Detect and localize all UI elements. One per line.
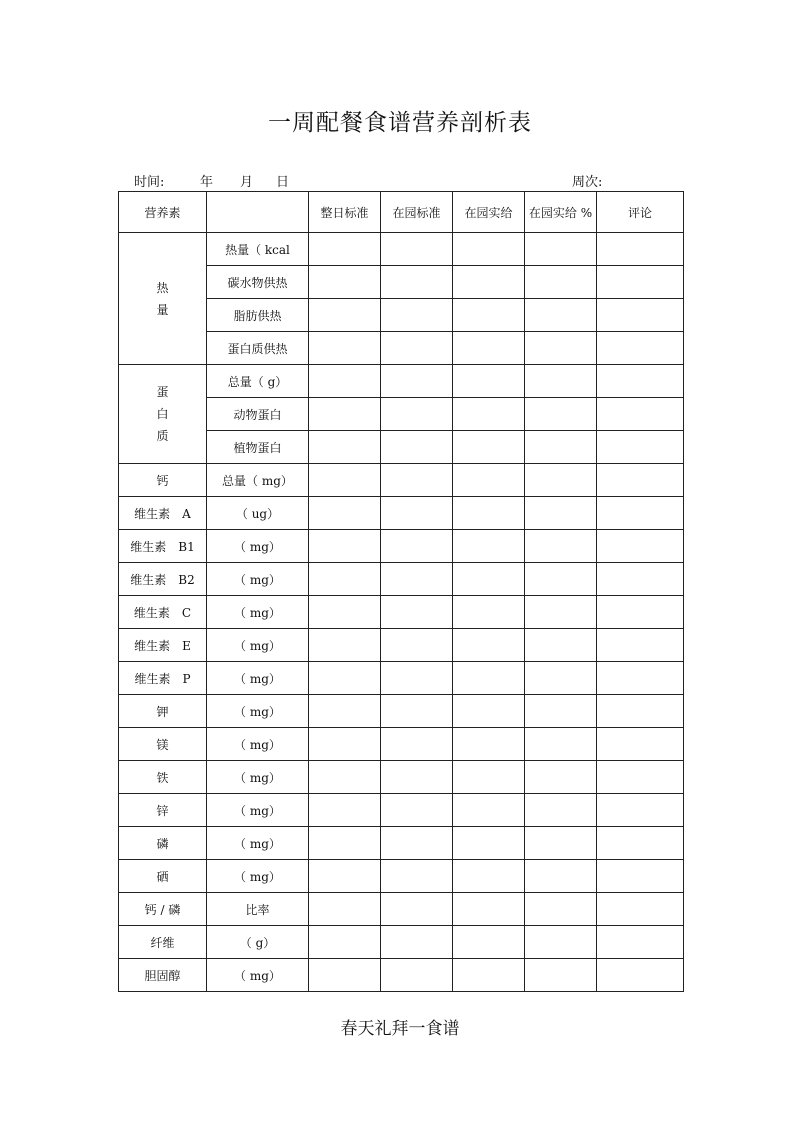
value-cell[interactable] <box>453 629 525 662</box>
value-cell[interactable] <box>525 332 597 365</box>
value-cell[interactable] <box>381 464 453 497</box>
sub-item-label: 植物蛋白 <box>207 431 309 464</box>
value-cell[interactable] <box>597 959 684 992</box>
table-row <box>119 497 684 530</box>
value-cell[interactable] <box>525 464 597 497</box>
value-cell[interactable] <box>309 464 381 497</box>
value-cell[interactable] <box>381 431 453 464</box>
value-cell[interactable] <box>381 761 453 794</box>
value-cell[interactable] <box>597 530 684 563</box>
nutrient-name: 维生素 B2 <box>119 563 207 596</box>
group-label-char: 量 <box>156 302 169 317</box>
value-cell[interactable] <box>597 629 684 662</box>
nutrient-name: 硒 <box>119 860 207 893</box>
value-cell[interactable] <box>597 827 684 860</box>
value-cell[interactable] <box>309 629 381 662</box>
value-cell[interactable] <box>309 728 381 761</box>
value-cell[interactable] <box>453 266 525 299</box>
nutrient-unit: （ mg） <box>207 563 309 596</box>
header-item <box>207 192 309 233</box>
value-cell[interactable] <box>309 431 381 464</box>
value-cell[interactable] <box>381 596 453 629</box>
value-cell[interactable] <box>525 596 597 629</box>
value-cell[interactable] <box>309 761 381 794</box>
header-actual: 在园实给 <box>453 192 525 233</box>
sub-item-label: 碳水物供热 <box>207 266 309 299</box>
value-cell[interactable] <box>381 629 453 662</box>
value-cell[interactable] <box>309 959 381 992</box>
value-cell[interactable] <box>597 563 684 596</box>
nutrient-unit: （ mg） <box>207 761 309 794</box>
value-cell[interactable] <box>525 959 597 992</box>
nutrient-unit: 总量（ mg） <box>207 464 309 497</box>
nutrient-name: 钾 <box>119 695 207 728</box>
value-cell[interactable] <box>309 497 381 530</box>
value-cell[interactable] <box>597 662 684 695</box>
value-cell[interactable] <box>597 464 684 497</box>
value-cell[interactable] <box>453 365 525 398</box>
value-cell[interactable] <box>381 365 453 398</box>
value-cell[interactable] <box>309 266 381 299</box>
value-cell[interactable] <box>309 365 381 398</box>
value-cell[interactable] <box>525 893 597 926</box>
value-cell[interactable] <box>453 728 525 761</box>
value-cell[interactable] <box>597 266 684 299</box>
nutrient-name: 维生素 P <box>119 662 207 695</box>
value-cell[interactable] <box>309 233 381 266</box>
value-cell[interactable] <box>381 827 453 860</box>
nutrient-unit: （ mg） <box>207 959 309 992</box>
table-header-row <box>119 192 684 233</box>
nutrient-name: 锌 <box>119 794 207 827</box>
value-cell[interactable] <box>381 563 453 596</box>
table-row <box>119 728 684 761</box>
value-cell[interactable] <box>309 596 381 629</box>
nutrient-name: 铁 <box>119 761 207 794</box>
value-cell[interactable] <box>381 497 453 530</box>
nutrient-unit: （ mg） <box>207 860 309 893</box>
value-cell[interactable] <box>453 893 525 926</box>
value-cell[interactable] <box>525 926 597 959</box>
page-title: 一周配餐食谱营养剖析表 <box>268 110 532 136</box>
table-row <box>119 893 684 926</box>
nutrient-name: 镁 <box>119 728 207 761</box>
value-cell[interactable] <box>381 398 453 431</box>
nutrient-unit: （ ug） <box>207 497 309 530</box>
value-cell[interactable] <box>525 728 597 761</box>
value-cell[interactable] <box>453 464 525 497</box>
value-cell[interactable] <box>597 860 684 893</box>
value-cell[interactable] <box>597 398 684 431</box>
value-cell[interactable] <box>525 563 597 596</box>
value-cell[interactable] <box>381 794 453 827</box>
nutrient-name: 钙 <box>119 464 207 497</box>
value-cell[interactable] <box>597 365 684 398</box>
date-line <box>134 171 289 190</box>
value-cell[interactable] <box>525 860 597 893</box>
header-actual-percent: 在园实给 % <box>525 192 597 233</box>
value-cell[interactable] <box>309 662 381 695</box>
value-cell[interactable] <box>597 926 684 959</box>
table-row <box>119 365 684 398</box>
nutrient-name: 磷 <box>119 827 207 860</box>
value-cell[interactable] <box>525 662 597 695</box>
sub-item-label: 脂肪供热 <box>207 299 309 332</box>
nutrient-unit: （ mg） <box>207 530 309 563</box>
value-cell[interactable] <box>309 299 381 332</box>
value-cell[interactable] <box>525 761 597 794</box>
header-comment: 评论 <box>597 192 684 233</box>
value-cell[interactable] <box>597 794 684 827</box>
table-row <box>119 959 684 992</box>
value-cell[interactable] <box>453 398 525 431</box>
year-label: 年 <box>200 175 214 190</box>
value-cell[interactable] <box>453 431 525 464</box>
value-cell[interactable] <box>525 299 597 332</box>
table-row <box>119 464 684 497</box>
value-cell[interactable] <box>453 662 525 695</box>
nutrient-unit: （ mg） <box>207 662 309 695</box>
table-row <box>119 860 684 893</box>
nutrient-unit: 比率 <box>207 893 309 926</box>
nutrient-name: 纤维 <box>119 926 207 959</box>
nutrient-unit: （ g） <box>207 926 309 959</box>
value-cell[interactable] <box>597 893 684 926</box>
sub-item-label: 总量（ g） <box>207 365 309 398</box>
sub-item-label: 动物蛋白 <box>207 398 309 431</box>
value-cell[interactable] <box>309 398 381 431</box>
value-cell[interactable] <box>381 662 453 695</box>
month-label: 月 <box>240 175 254 190</box>
value-cell[interactable] <box>381 926 453 959</box>
value-cell[interactable] <box>597 728 684 761</box>
value-cell[interactable] <box>309 530 381 563</box>
value-cell[interactable] <box>381 233 453 266</box>
value-cell[interactable] <box>597 695 684 728</box>
value-cell[interactable] <box>381 530 453 563</box>
table-row <box>119 662 684 695</box>
value-cell[interactable] <box>381 959 453 992</box>
group-label-char: 热 <box>156 280 169 295</box>
value-cell[interactable] <box>525 233 597 266</box>
value-cell[interactable] <box>309 563 381 596</box>
value-cell[interactable] <box>453 233 525 266</box>
value-cell[interactable] <box>309 926 381 959</box>
value-cell[interactable] <box>453 827 525 860</box>
value-cell[interactable] <box>525 266 597 299</box>
value-cell[interactable] <box>381 728 453 761</box>
value-cell[interactable] <box>525 398 597 431</box>
value-cell[interactable] <box>309 794 381 827</box>
table-row <box>119 596 684 629</box>
value-cell[interactable] <box>525 827 597 860</box>
table-row <box>119 761 684 794</box>
nutrient-name: 维生素 B1 <box>119 530 207 563</box>
value-cell[interactable] <box>453 332 525 365</box>
value-cell[interactable] <box>381 332 453 365</box>
value-cell[interactable] <box>381 860 453 893</box>
group-label <box>119 233 207 365</box>
value-cell[interactable] <box>453 563 525 596</box>
value-cell[interactable] <box>453 695 525 728</box>
value-cell[interactable] <box>381 266 453 299</box>
group-label-char: 白 <box>156 407 169 421</box>
value-cell[interactable] <box>525 794 597 827</box>
nutrient-name: 钙 / 磷 <box>119 893 207 926</box>
week-label: 周次: <box>572 175 603 190</box>
table-row <box>119 794 684 827</box>
table-row <box>119 629 684 662</box>
day-label: 日 <box>276 175 290 190</box>
table-row <box>119 827 684 860</box>
nutrition-table <box>118 191 684 992</box>
value-cell[interactable] <box>597 497 684 530</box>
value-cell[interactable] <box>381 695 453 728</box>
value-cell[interactable] <box>309 893 381 926</box>
value-cell[interactable] <box>597 332 684 365</box>
value-cell[interactable] <box>597 299 684 332</box>
group-label-char: 质 <box>156 429 169 443</box>
value-cell[interactable] <box>309 827 381 860</box>
value-cell[interactable] <box>381 893 453 926</box>
time-label: 时间: <box>134 175 165 190</box>
nutrient-unit: （ mg） <box>207 728 309 761</box>
nutrient-unit: （ mg） <box>207 827 309 860</box>
value-cell[interactable] <box>453 794 525 827</box>
value-cell[interactable] <box>453 596 525 629</box>
table-row <box>119 695 684 728</box>
value-cell[interactable] <box>525 695 597 728</box>
value-cell[interactable] <box>309 332 381 365</box>
nutrient-name: 维生素 A <box>119 497 207 530</box>
nutrient-unit: （ mg） <box>207 794 309 827</box>
value-cell[interactable] <box>453 299 525 332</box>
value-cell[interactable] <box>525 629 597 662</box>
table-row <box>119 563 684 596</box>
value-cell[interactable] <box>525 530 597 563</box>
sub-item-label: 热量（ kcal <box>207 233 309 266</box>
header-kindergarten-standard: 在园标准 <box>381 192 453 233</box>
value-cell[interactable] <box>525 431 597 464</box>
value-cell[interactable] <box>309 695 381 728</box>
value-cell[interactable] <box>525 497 597 530</box>
value-cell[interactable] <box>597 431 684 464</box>
nutrient-unit: （ mg） <box>207 629 309 662</box>
table-row <box>119 530 684 563</box>
value-cell[interactable] <box>525 365 597 398</box>
nutrient-name: 维生素 C <box>119 596 207 629</box>
nutrient-name: 胆固醇 <box>119 959 207 992</box>
header-nutrient: 营养素 <box>119 192 207 233</box>
header-daily-standard: 整日标准 <box>309 192 381 233</box>
nutrient-name: 维生素 E <box>119 629 207 662</box>
value-cell[interactable] <box>597 233 684 266</box>
group-label <box>119 365 207 464</box>
value-cell[interactable] <box>381 299 453 332</box>
sub-item-label: 蛋白质供热 <box>207 332 309 365</box>
nutrient-unit: （ mg） <box>207 695 309 728</box>
nutrient-unit: （ mg） <box>207 596 309 629</box>
group-label-char: 蛋 <box>156 385 169 399</box>
value-cell[interactable] <box>453 860 525 893</box>
footer-caption: 春天礼拜一食谱 <box>340 1019 460 1039</box>
table-row <box>119 926 684 959</box>
value-cell[interactable] <box>597 596 684 629</box>
value-cell[interactable] <box>453 530 525 563</box>
value-cell[interactable] <box>453 497 525 530</box>
value-cell[interactable] <box>453 959 525 992</box>
value-cell[interactable] <box>597 761 684 794</box>
value-cell[interactable] <box>453 926 525 959</box>
value-cell[interactable] <box>453 761 525 794</box>
table-row <box>119 233 684 266</box>
value-cell[interactable] <box>309 860 381 893</box>
